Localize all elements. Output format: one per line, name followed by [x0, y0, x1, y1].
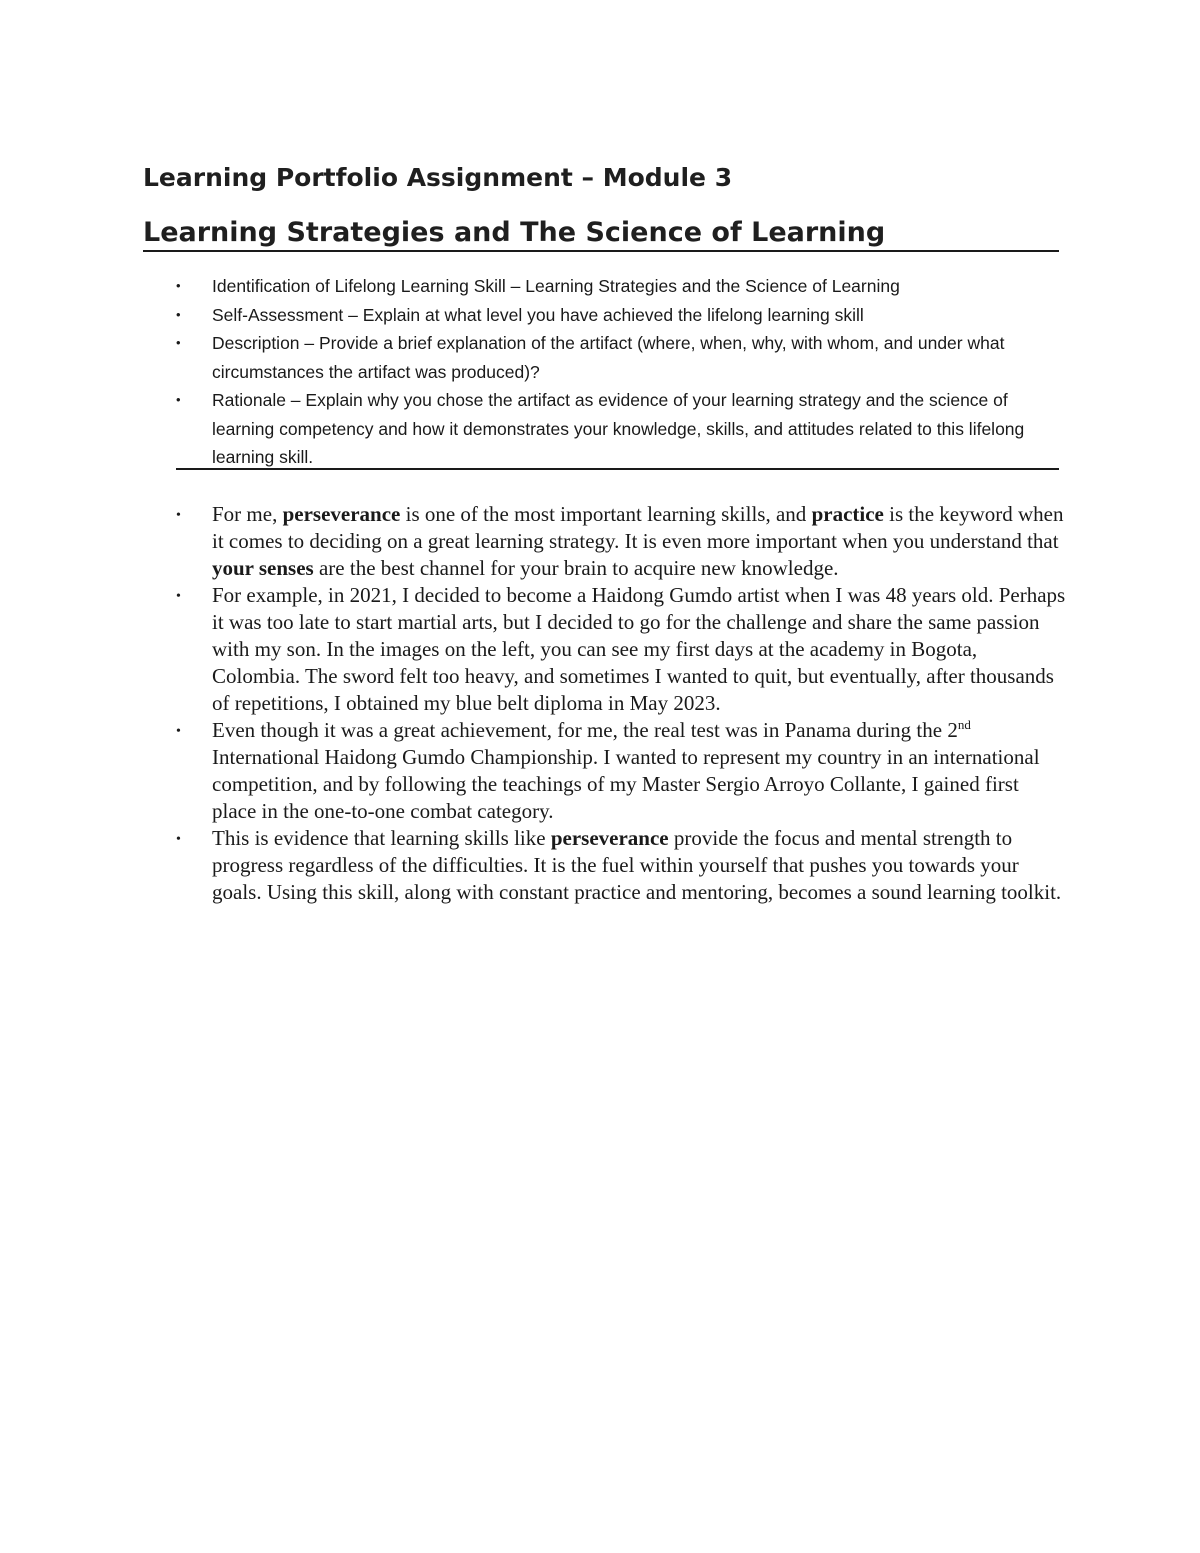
list-item	[176, 386, 1059, 472]
paragraph-text: International Haidong Gumdo Championship. I wanted to represent my country in an international competition, and by following the teachings of my Master Sergio Arroyo Collante, I gained first place in the one-to-one combat category.	[212, 745, 1040, 823]
paragraph-example: For example, in 2021, I decided to become a Haidong Gumdo artist when I was 48 years old. Perhaps it was too late to start martial arts, but I decided to go for the challenge and share the same passion with my son. In the images on the left, you can see my first days at the academy in Bogota, Colombia. The sword felt too heavy, and sometimes I wanted to quit, but eventually, after thousands of repetitions, I obtained my blue belt diploma in May 2023.	[212, 583, 1066, 715]
section-divider-top	[143, 250, 1059, 252]
criteria-description: Description – Provide a brief explanation of the artifact (where, when, why, with whom, and under what circumstances the artifact was produced)?	[212, 333, 1005, 382]
list-item	[176, 272, 1059, 301]
assignment-criteria-list	[176, 272, 1059, 472]
bullet-icon: •	[176, 508, 181, 523]
list-item	[176, 301, 1059, 330]
bullet-icon: •	[176, 724, 181, 739]
paragraph-text: are the best channel for your brain to acquire new knowledge.	[313, 556, 839, 580]
bullet-icon: •	[176, 589, 181, 604]
document-title: Learning Portfolio Assignment – Module 3	[143, 163, 733, 192]
bold-keyword: your senses	[212, 556, 314, 580]
list-item	[176, 501, 1066, 582]
bullet-icon: •	[176, 306, 181, 322]
bold-keyword: practice	[811, 502, 884, 526]
paragraph-conclusion	[212, 826, 1061, 904]
paragraph-text: provide the focus and mental strength to progress regardless of the difficulties. It is the fuel within yourself that pushes you towards your goals. Using this skill, along with constant practice and mentoring, becomes a sound learning toolkit.	[212, 826, 1062, 904]
document-subtitle: Learning Strategies and The Science of Learning	[143, 217, 886, 248]
bullet-icon: •	[176, 278, 181, 293]
criteria-rationale: Rationale – Explain why you chose the artifact as evidence of your learning strategy and the science of learning competency and how it demonstrates your knowledge, skills, and attitudes related to this lifelong learning skill.	[212, 390, 1025, 467]
paragraph-text: is one of the most important learning skills, and	[400, 502, 812, 526]
bullet-icon: •	[176, 832, 181, 847]
reflection-paragraph-list	[176, 501, 1066, 906]
paragraph-text: Even though it was a great achievement, for me, the real test was in Panama during the 2	[212, 718, 958, 742]
list-item	[176, 717, 1066, 825]
paragraph-text: is the keyword when it comes to deciding on a great learning strategy. It is even more important when you understand that	[212, 502, 1064, 553]
bullet-icon: •	[176, 335, 181, 350]
paragraph-text: This is evidence that learning skills like	[212, 826, 551, 850]
bold-keyword: perseverance	[550, 826, 669, 850]
ordinal-superscript: nd	[957, 717, 971, 732]
bullet-icon: •	[176, 392, 181, 407]
list-item	[176, 825, 1066, 906]
list-item	[176, 329, 1059, 386]
paragraph-perseverance	[212, 502, 1064, 580]
bold-keyword: perseverance	[282, 502, 401, 526]
paragraph-championship	[212, 718, 1040, 823]
paragraph-text: For me,	[212, 502, 283, 526]
criteria-self-assessment: Self-Assessment – Explain at what level you have achieved the lifelong learning skill	[212, 304, 864, 325]
list-item	[176, 582, 1066, 717]
criteria-identification: Identification of Lifelong Learning Skill – Learning Strategies and the Science of Learning	[212, 276, 900, 296]
section-divider-bottom	[176, 468, 1059, 470]
